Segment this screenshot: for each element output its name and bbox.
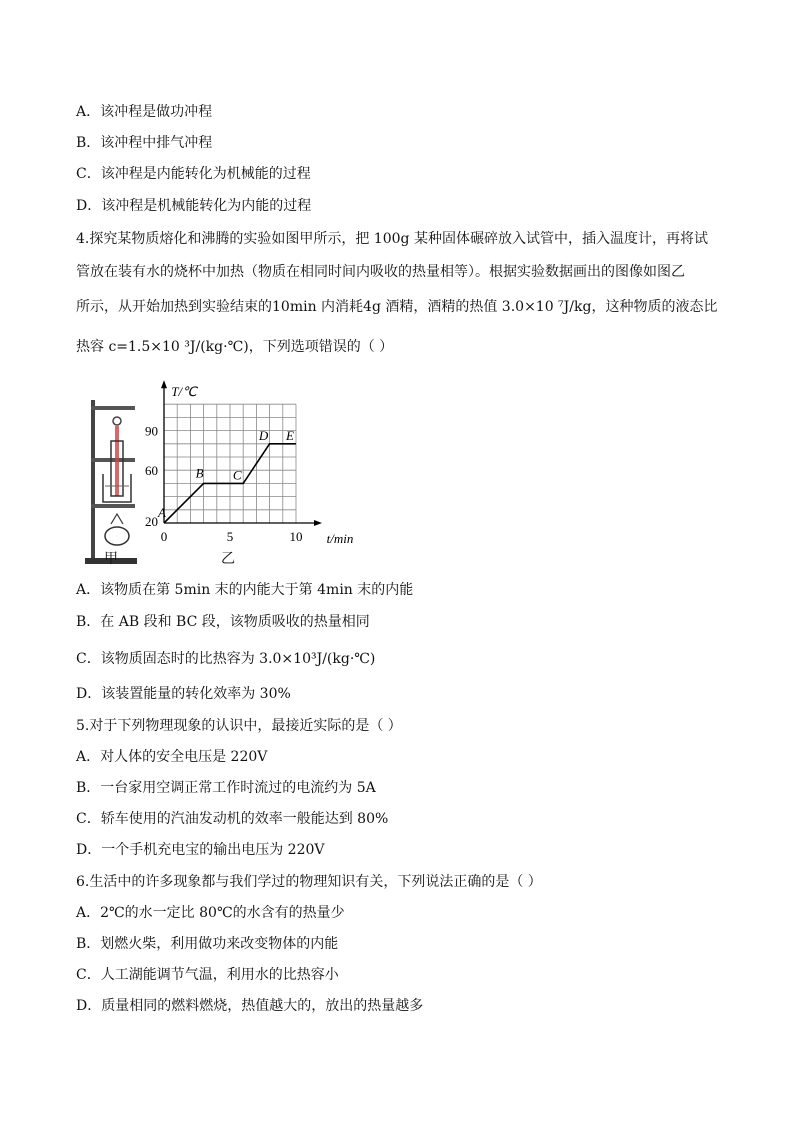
x-axis-arrow xyxy=(314,520,322,526)
point-label-a: A xyxy=(158,505,166,520)
q5-option-b: B．一台家用空调正常工作时流过的电流约为 5A xyxy=(76,780,376,796)
y-axis-arrow xyxy=(161,380,167,388)
q4-stem-line-4: 热容 c=1.5×10 ³J/(kg·℃)，下列选项错误的（ ） xyxy=(76,339,394,355)
option-prev-d: D．该冲程是机械能转化为内能的过程 xyxy=(76,198,312,214)
q5-stem: 5.对于下列物理现象的认识中，最接近实际的是（ ） xyxy=(76,718,402,734)
temperature-time-chart xyxy=(145,368,354,558)
x-axis-label: t/min xyxy=(326,531,354,546)
apparatus-illustration xyxy=(81,396,141,566)
point-label-d: D xyxy=(258,427,269,443)
q4-option-c: C．该物质固态时的比热容为 3.0×10³J/(kg·℃) xyxy=(76,651,376,667)
q6-option-b: B．划燃火柴，利用做功来改变物体的内能 xyxy=(76,936,339,952)
q4-stem-line-3: 所示，从开始加热到实验结束的10min 内消耗4g 酒精，酒精的热值 3.0×10 ⁷J/kg，这种物质的液态比 xyxy=(76,299,718,315)
q4-figure xyxy=(76,368,356,568)
q6-option-a: A．2℃的水一定比 80℃的水含有的热量少 xyxy=(76,905,345,921)
q4-option-b: B．在 AB 段和 BC 段，该物质吸收的热量相同 xyxy=(76,614,370,630)
chart-axes xyxy=(161,380,322,526)
option-prev-a: A．该冲程是做功冲程 xyxy=(76,104,213,120)
option-prev-c: C．该冲程是内能转化为机械能的过程 xyxy=(76,166,311,182)
figure-caption-yi: 乙 xyxy=(221,551,235,567)
x-tick-label: 0 xyxy=(160,529,168,544)
point-label-e: E xyxy=(286,427,294,443)
y-tick-label: 90 xyxy=(145,423,158,439)
figure-caption-jia: 甲 xyxy=(104,551,118,567)
y-axis-label: T/℃ xyxy=(171,384,197,400)
option-prev-b: B．该冲程中排气冲程 xyxy=(76,135,213,151)
x-tick-label: 10 xyxy=(289,529,303,544)
q6-option-c: C．人工湖能调节气温，利用水的比热容小 xyxy=(76,967,339,983)
chart-labels xyxy=(145,384,353,546)
q5-option-d: D．一个手机充电宝的输出电压为 220V xyxy=(76,842,325,858)
x-tick-label: 5 xyxy=(226,529,234,544)
q5-option-c: C．轿车使用的汽油发动机的效率一般能达到 80% xyxy=(76,811,389,827)
q4-stem-line-2: 管放在装有水的烧杯中加热（物质在相同时间内吸收的热量相等）。根据实验数据画出的图像如图乙 xyxy=(76,264,685,280)
y-tick-label: 60 xyxy=(145,463,158,479)
point-label-b: B xyxy=(195,465,204,481)
y-tick-label: 20 xyxy=(145,514,158,529)
q6-stem: 6.生活中的许多现象都与我们学过的物理知识有关，下列说法正确的是（ ） xyxy=(76,874,542,890)
q6-option-d: D．质量相同的燃料燃烧，热值越大的，放出的热量越多 xyxy=(76,998,424,1014)
q5-option-a: A．对人体的安全电压是 220V xyxy=(76,749,268,765)
q4-option-d: D．该装置能量的转化效率为 30% xyxy=(76,686,291,702)
q4-stem-line-1: 4.探究某物质熔化和沸腾的实验如图甲所示，把 100g 某种固体碾碎放入试管中，插入温度计，再将试 xyxy=(76,231,708,247)
point-label-c: C xyxy=(232,467,242,483)
q4-option-a: A．该物质在第 5min 末的内能大于第 4min 末的内能 xyxy=(76,582,414,598)
chart-grid xyxy=(164,404,296,523)
